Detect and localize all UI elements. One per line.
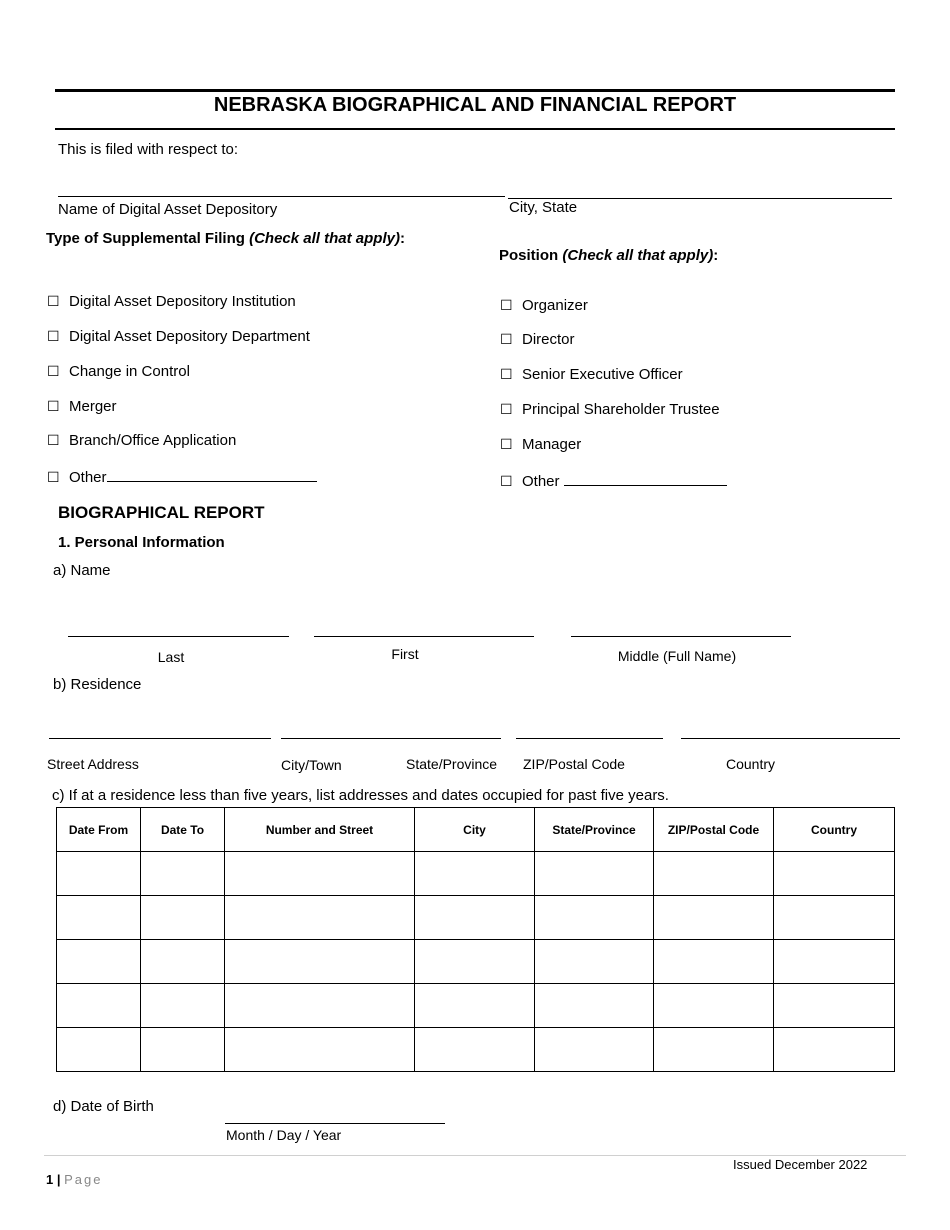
table-cell[interactable]	[57, 1028, 141, 1072]
first-name-label: First	[391, 646, 419, 662]
table-cell[interactable]	[225, 852, 415, 896]
checkbox-icon[interactable]: ☐	[47, 433, 60, 449]
residence-label: b) Residence	[53, 676, 142, 693]
checkbox-icon[interactable]: ☐	[47, 399, 60, 415]
position-option-organizer[interactable]: ☐ Organizer	[500, 297, 588, 314]
checkbox-icon[interactable]: ☐	[500, 437, 513, 453]
table-header-row	[57, 808, 895, 852]
last-name-label: Last	[157, 649, 185, 665]
table-cell[interactable]	[225, 940, 415, 984]
filing-type-heading: Type of Supplemental Filing (Check all that apply):	[46, 230, 405, 247]
prior-residences-label: c) If at a residence less than five years, list addresses and dates occupied for past five years.	[52, 787, 669, 804]
checkbox-icon[interactable]: ☐	[500, 474, 513, 490]
table-cell[interactable]	[654, 984, 774, 1028]
middle-name-field[interactable]	[571, 636, 791, 637]
checkbox-icon[interactable]: ☐	[47, 329, 60, 345]
table-cell[interactable]	[415, 940, 535, 984]
table-cell[interactable]	[415, 984, 535, 1028]
table-cell[interactable]	[57, 852, 141, 896]
table-cell[interactable]	[415, 1028, 535, 1072]
filing-option-branch[interactable]: ☐ Branch/Office Application	[47, 432, 237, 449]
table-cell[interactable]	[415, 852, 535, 896]
table-cell[interactable]	[225, 1028, 415, 1072]
table-cell[interactable]	[535, 984, 654, 1028]
zip-label: ZIP/Postal Code	[523, 756, 625, 772]
bio-heading: BIOGRAPHICAL REPORT	[58, 503, 265, 522]
table-cell[interactable]	[415, 896, 535, 940]
col-zip: ZIP/Postal Code	[654, 808, 774, 852]
col-state-province: State/Province	[535, 808, 654, 852]
section-personal-info: 1. Personal Information	[58, 534, 225, 551]
position-option-shareholder[interactable]: ☐ Principal Shareholder Trustee	[500, 401, 720, 418]
table-cell[interactable]	[141, 984, 225, 1028]
table-cell[interactable]	[654, 852, 774, 896]
depository-name-field[interactable]	[58, 196, 505, 197]
col-date-from: Date From	[57, 808, 141, 852]
table-cell[interactable]	[225, 984, 415, 1028]
col-date-to: Date To	[141, 808, 225, 852]
table-cell[interactable]	[654, 1028, 774, 1072]
table-row	[57, 940, 895, 984]
filing-option-merger[interactable]: ☐ Merger	[47, 398, 117, 415]
dob-hint: Month / Day / Year	[226, 1127, 342, 1143]
title-rule-top	[55, 89, 895, 92]
table-row	[57, 984, 895, 1028]
country-field[interactable]	[681, 738, 900, 739]
table-cell[interactable]	[654, 940, 774, 984]
table-cell[interactable]	[141, 940, 225, 984]
checkbox-icon[interactable]: ☐	[500, 332, 513, 348]
checkbox-icon[interactable]: ☐	[500, 298, 513, 314]
street-address-field[interactable]	[49, 738, 271, 739]
table-cell[interactable]	[57, 940, 141, 984]
table-cell[interactable]	[654, 896, 774, 940]
city-town-label: City/Town	[281, 757, 342, 773]
table-cell[interactable]	[57, 896, 141, 940]
name-label: a) Name	[53, 562, 111, 579]
table-row	[57, 1028, 895, 1072]
page-title: NEBRASKA BIOGRAPHICAL AND FINANCIAL REPORT	[213, 94, 737, 116]
table-cell[interactable]	[774, 1028, 895, 1072]
dob-label: d) Date of Birth	[53, 1098, 154, 1115]
table-cell[interactable]	[141, 1028, 225, 1072]
filing-option-change-in-control[interactable]: ☐ Change in Control	[47, 363, 190, 380]
table-cell[interactable]	[535, 940, 654, 984]
table-cell[interactable]	[225, 896, 415, 940]
position-option-director[interactable]: ☐ Director	[500, 331, 575, 348]
filing-option-other[interactable]: ☐ Other	[47, 467, 317, 487]
table-cell[interactable]	[774, 984, 895, 1028]
depository-name-label: Name of Digital Asset Depository	[58, 201, 278, 218]
table-cell[interactable]	[57, 984, 141, 1028]
state-province-label: State/Province	[406, 756, 498, 772]
filing-option-institution[interactable]: ☐ Digital Asset Depository Institution	[47, 293, 296, 310]
position-heading: Position (Check all that apply):	[499, 247, 719, 264]
filing-option-department[interactable]: ☐ Digital Asset Depository Department	[47, 328, 310, 345]
table-cell[interactable]	[141, 896, 225, 940]
checkbox-icon[interactable]: ☐	[47, 470, 60, 486]
table-cell[interactable]	[535, 1028, 654, 1072]
country-label: Country	[726, 756, 776, 772]
col-number-street: Number and Street	[225, 808, 415, 852]
checkbox-icon[interactable]: ☐	[47, 364, 60, 380]
table-cell[interactable]	[535, 852, 654, 896]
issued-date: Issued December 2022	[733, 1157, 868, 1172]
position-option-senior-officer[interactable]: ☐ Senior Executive Officer	[500, 366, 683, 383]
checkbox-icon[interactable]: ☐	[500, 402, 513, 418]
position-option-other[interactable]: ☐ Other	[500, 471, 727, 491]
middle-name-label: Middle (Full Name)	[617, 648, 737, 664]
prior-residences-table	[56, 807, 895, 1072]
city-town-field[interactable]	[281, 738, 501, 739]
table-row	[57, 852, 895, 896]
filing-other-field[interactable]	[107, 467, 317, 482]
last-name-field[interactable]	[68, 636, 289, 637]
position-option-manager[interactable]: ☐ Manager	[500, 436, 582, 453]
zip-field[interactable]	[516, 738, 663, 739]
filed-intro: This is filed with respect to:	[58, 141, 239, 158]
checkbox-icon[interactable]: ☐	[500, 367, 513, 383]
page-number: 1 | Page	[46, 1172, 103, 1187]
title-rule-bottom	[55, 128, 895, 130]
table-row	[57, 896, 895, 940]
col-country: Country	[774, 808, 895, 852]
city-state-label: City, State	[509, 199, 578, 216]
table-cell[interactable]	[535, 896, 654, 940]
table-cell[interactable]	[774, 852, 895, 896]
table-cell[interactable]	[141, 852, 225, 896]
checkbox-icon[interactable]: ☐	[47, 294, 60, 310]
table-cell[interactable]	[774, 896, 895, 940]
street-address-label: Street Address	[47, 756, 139, 772]
col-city: City	[415, 808, 535, 852]
first-name-field[interactable]	[314, 636, 534, 637]
table-cell[interactable]	[774, 940, 895, 984]
position-other-field[interactable]	[564, 471, 727, 486]
dob-field[interactable]	[225, 1123, 445, 1124]
footer-rule	[44, 1155, 906, 1156]
